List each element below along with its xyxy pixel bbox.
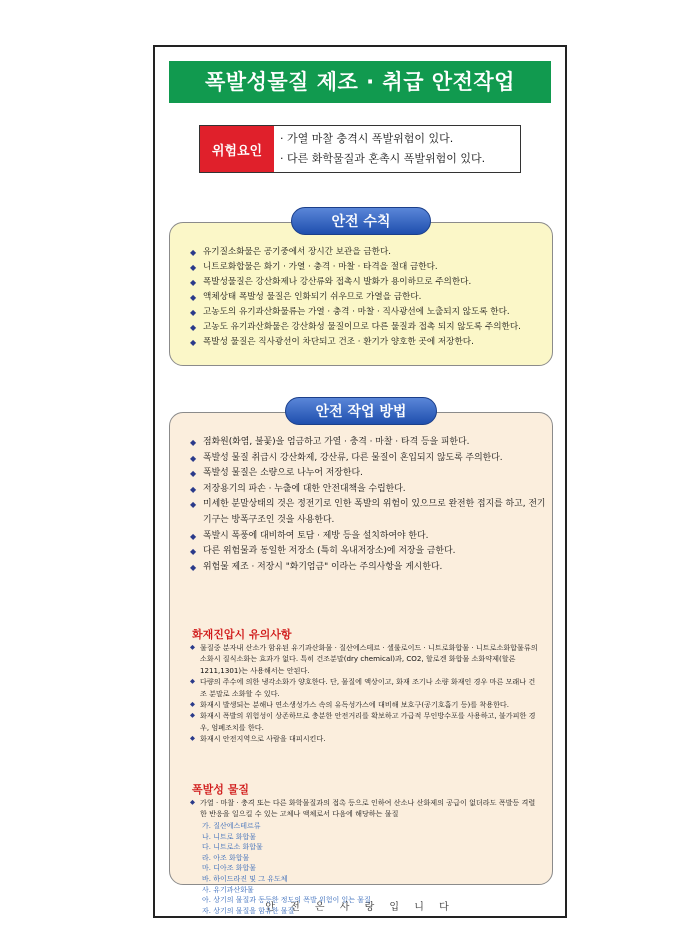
diamond-bullet-icon: ◆ [190,500,197,510]
fire-precautions-list [190,642,542,745]
diamond-bullet-icon: ◆ [190,308,197,317]
list-item: ◆ 미세한 분말상태의 것은 정전기로 인한 폭발의 위험이 있으므로 완전한 접지를 하고, 전기기구는 방폭구조인 것을 사용한다. [190,499,546,525]
safe-methods-list [190,435,546,575]
fire-precautions-heading: 화재진압시 유의사항 [192,628,292,641]
diamond-bullet-icon: ◆ [190,643,195,651]
list-item: ◆ 폭발성물질은 강산화제나 강산류와 접촉시 발화가 용이하므로 주의한다. [190,275,546,290]
explosive-definition [190,797,542,820]
list-item: 자. 상기의 물질을 함유한 물질 [202,906,295,915]
diamond-bullet-icon: ◆ [190,711,195,720]
list-item: 나. 니트로 화합물 [202,832,257,841]
list-item: ◆ 화재시 안전지역으로 사람을 대피시킨다. [190,734,326,744]
explosive-substances-heading: 폭발성 물질 [192,783,249,796]
list-item: ◆ 화재시 발생되는 분해나 연소생성가스 속의 유독성가스에 대비해 보호구(공기호흡기 등)를 착용한다. [190,700,510,710]
diamond-bullet-icon: ◆ [190,438,197,447]
list-item: 바. 하이드라진 및 그 유도체 [202,874,288,883]
list-item: ◆ 폭발성 물질은 소량으로 나누어 저장한다. [190,466,546,482]
footer-slogan: 안 전 은 사 랑 입 니 다 [265,902,455,913]
list-item: 가. 질산에스테르류 [202,822,261,830]
diamond-bullet-icon: ◆ [190,798,195,806]
diamond-bullet-icon: ◆ [190,734,195,743]
safety-rules-heading: 안전 수칙 [291,207,431,235]
hazard-factors-box [199,125,521,173]
diamond-bullet-icon: ◆ [190,453,197,463]
list-item: 라. 아조 화합물 [202,853,250,862]
list-item: ◆ 물질중 분자내 산소가 함유된 유기과산화물 · 질산에스테르 · 셀룰로이드 · 니트로화합물 · 니트로소화합물류의 소화시 질식소화는 효과가 없다. 특히 건조분말(dry chemical)과, CO2, 할로겐 화합물 소화약제(할론 1211,1301)는 사용해서는 안된다. [190,643,538,675]
diamond-bullet-icon: ◆ [190,293,197,302]
diamond-bullet-icon: ◆ [190,547,197,557]
safety-rules-box [169,222,553,366]
diamond-bullet-icon: ◆ [190,562,197,572]
list-item: ◆ 니트로화합물은 화기 · 가열 · 충격 · 마찰 · 타격을 절대 금한다. [190,260,546,275]
list-item: ◆ 점화원(화염, 불꽃)을 엄금하고 가열 · 충격 · 마찰 · 타격 등을 피한다. [190,435,546,451]
list-item: 아. 상기의 물질과 동등한 정도의 폭발 위험이 있는 물질 [202,896,371,905]
diamond-bullet-icon: ◆ [190,677,195,686]
list-item: ◆ 폭발성 물질 취급시 강산화제, 강산류, 다른 물질이 혼입되지 않도록 주의한다. [190,451,546,467]
list-item: ◆ 위험물 제조 · 저장시 "화기엄금" 이라는 주의사항을 게시한다. [190,560,546,576]
diamond-bullet-icon: ◆ [190,338,197,347]
hazard-line: · 다른 화학물질과 혼촉시 폭발위험이 있다. [280,152,486,165]
diamond-bullet-icon: ◆ [190,469,197,479]
poster-title: 폭발성물질 제조 · 취급 안전작업 [169,61,551,103]
diamond-bullet-icon: ◆ [190,263,197,272]
list-item: 마. 디아조 화합물 [202,864,257,873]
list-item: ◆ 저장용기의 파손 · 누출에 대한 안전대책을 수립한다. [190,482,546,498]
diamond-bullet-icon: ◆ [190,323,197,332]
diamond-bullet-icon: ◆ [190,484,197,494]
safety-rules-list [190,245,546,350]
safe-methods-heading: 안전 작업 방법 [285,397,437,425]
hazard-lines [274,126,520,172]
list-item: ◆ 고농도 유기과산화물은 강산화성 물질이므로 다른 물질과 접촉 되지 않도록 주의한다. [190,320,546,335]
list-item: ◆ 다른 위험물과 동일한 저장소 (특히 옥내저장소)에 저장을 금한다. [190,544,546,560]
diamond-bullet-icon: ◆ [190,700,195,709]
list-item: 다. 니트로소 화합물 [202,843,263,852]
safety-poster [153,45,567,918]
list-item: ◆ 가열 · 마찰 · 충격 또는 다른 화학물질과의 접촉 등으로 인하여 산소나 산화제의 공급이 없더라도 폭발등 격렬한 반응을 일으킬 수 있는 고체나 액체로서 다음에 해당하는 물질 [190,798,536,819]
list-item: ◆ 액체상태 폭발성 물질은 인화되기 쉬우므로 가열을 금한다. [190,290,546,305]
list-item: ◆ 고농도의 유기과산화물류는 가열 · 충격 · 마찰 · 직사광선에 노출되지 않도록 한다. [190,305,546,320]
list-item: 사. 유기과산화물 [202,885,254,894]
list-item: ◆ 다량의 주수에 의한 냉각소화가 양호한다. 단, 물질에 액상이고, 화재 조기나 소량 화재인 경우 마른 모래나 건조 분말로 소화할 수 있다. [190,677,536,698]
diamond-bullet-icon: ◆ [190,531,197,541]
diamond-bullet-icon: ◆ [190,278,197,287]
hazard-label: 위험요인 [200,126,274,172]
list-item: ◆ 화재시 폭발의 위험성이 상존하므로 충분한 안전거리를 확보하고 가급적 무인방수포를 사용하고, 불가피한 경우, 엄폐조치를 한다. [190,711,536,732]
list-item: ◆ 폭발시 폭풍에 대비하여 토담 · 제방 등을 설치하여야 한다. [190,529,546,545]
list-item: ◆ 유기질소화물은 공기중에서 장시간 보관을 금한다. [190,245,546,260]
diamond-bullet-icon: ◆ [190,248,197,257]
list-item: ◆ 폭발성 물질은 직사광선이 차단되고 건조 · 환기가 양호한 곳에 저장한다. [190,335,546,350]
hazard-line: · 가열 마찰 충격시 폭발위험이 있다. [280,132,454,145]
